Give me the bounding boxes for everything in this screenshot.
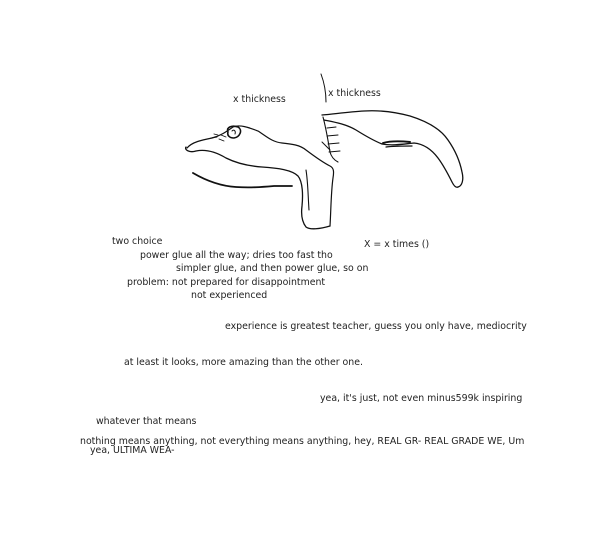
formula-text: X = x times () [364, 239, 430, 250]
note-whatever: whatever that means [96, 416, 197, 427]
right-piece-upper-outline [322, 111, 463, 187]
note-inspiring: yea, it's just, not even minus599k inspiring [320, 393, 523, 404]
label-right-thickness: x thickness [328, 88, 381, 99]
right-piece-hatch-marks [322, 127, 340, 152]
note-looks: at least it looks, more amazing than the other one. [124, 357, 363, 368]
note-experience: experience is greatest teacher, guess you only have, mediocrity [225, 321, 527, 332]
note-nothing-line-2: yea, ULTIMA WEA- [90, 445, 175, 456]
left-piece-knot-inner [232, 130, 235, 134]
left-piece-knot [228, 126, 241, 138]
right-piece-mid-stroke-2 [386, 146, 412, 147]
note-nothing-line-1: nothing means anything, not everything means anything, hey, REAL GR- REAL GRADE WE, Um [80, 436, 525, 447]
left-piece-inner-edge [306, 170, 309, 210]
right-piece-left-edge [323, 117, 338, 162]
note-not-experienced: not experienced [191, 290, 268, 301]
note-choice-2: simpler glue, and then power glue, so on [176, 263, 369, 274]
note-two-choice: two choice [112, 236, 163, 247]
left-piece-upper-outline [187, 126, 334, 226]
right-piece-mid-stroke [383, 141, 410, 143]
note-problem: problem: not prepared for disappointment [127, 277, 326, 288]
note-choice-1: power glue all the way; dries too fast tho [140, 250, 333, 261]
left-piece-bottom-stroke [193, 173, 292, 187]
label-left-thickness: x thickness [233, 94, 286, 105]
divider-stroke [321, 74, 326, 102]
